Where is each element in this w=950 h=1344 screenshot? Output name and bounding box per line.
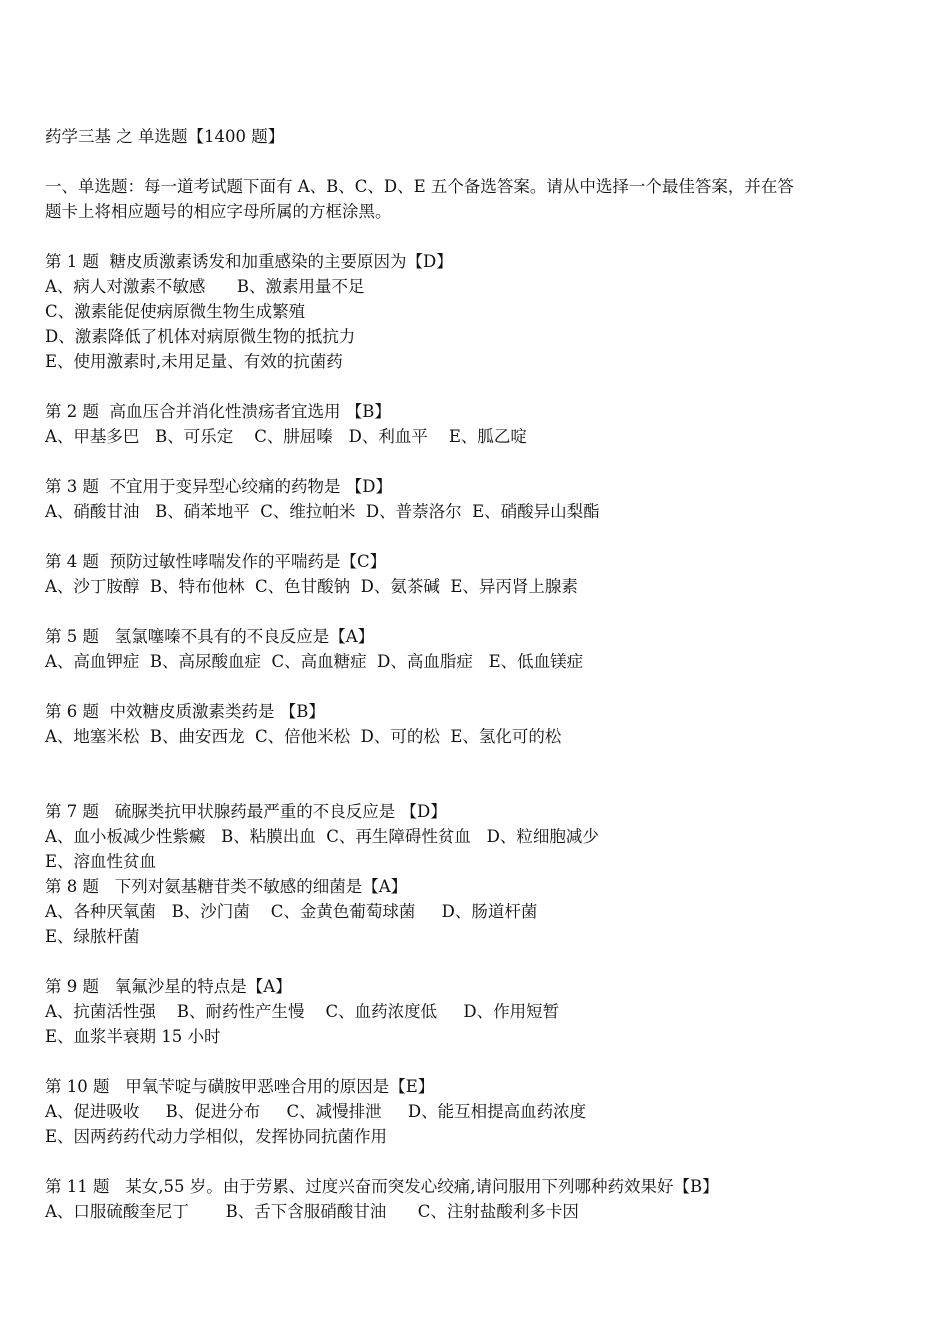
question-block (45, 474, 915, 524)
question-block (45, 799, 915, 874)
question-block (45, 249, 915, 374)
instructions-line-2: 题卡上将相应题号的相应字母所属的方框涂黑。 (45, 202, 392, 221)
question-stem: 第 10 题 甲氧苄啶与磺胺甲恶唑合用的原因是【E】 (45, 1077, 435, 1096)
question-block (45, 699, 915, 749)
question-option: E、血浆半衰期 15 小时 (45, 1027, 221, 1046)
question-option: A、硝酸甘油 B、硝苯地平 C、维拉帕米 D、普萘洛尔 E、硝酸异山梨酯 (45, 502, 600, 521)
question-stem: 第 7 题 硫脲类抗甲状腺药最严重的不良反应是 【D】 (45, 802, 447, 821)
question-option: E、使用激素时,未用足量、有效的抗菌药 (45, 352, 343, 371)
question-stem: 第 2 题 高血压合并消化性溃疡者宜选用 【B】 (45, 402, 391, 421)
question-option: E、因两药药代动力学相似，发挥协同抗菌作用 (45, 1127, 388, 1146)
question-option: A、甲基多巴 B、可乐定 C、肼屈嗪 D、利血平 E、胍乙啶 (45, 427, 527, 446)
question-option: E、绿脓杆菌 (45, 927, 140, 946)
question-stem: 第 6 题 中效糖皮质激素类药是 【B】 (45, 702, 325, 721)
question-block (45, 549, 915, 599)
question-option: A、各种厌氧菌 B、沙门菌 C、金黄色葡萄球菌 D、肠道杆菌 (45, 902, 538, 921)
question-option: A、病人对激素不敏感 B、激素用量不足 (45, 277, 365, 296)
question-option: D、激素降低了机体对病原微生物的抵抗力 (45, 327, 356, 346)
question-option: A、血小板减少性紫癜 B、粘膜出血 C、再生障碍性贫血 D、粒细胞减少 (45, 827, 599, 846)
question-stem: 第 5 题 氢氯噻嗪不具有的不良反应是【A】 (45, 627, 375, 646)
document-body (45, 124, 915, 1224)
question-block (45, 874, 915, 949)
question-option: A、口服硫酸奎尼丁 B、舌下含服硝酸甘油 C、注射盐酸利多卡因 (45, 1202, 579, 1221)
question-stem: 第 4 题 预防过敏性哮喘发作的平喘药是【C】 (45, 552, 387, 571)
question-stem: 第 11 题 某女,55 岁。由于劳累、过度兴奋而突发心绞痛,请问服用下列哪种药效果好【B】 (45, 1177, 719, 1196)
question-block (45, 624, 915, 674)
question-stem: 第 9 题 氧氟沙星的特点是【A】 (45, 977, 292, 996)
question-option: A、抗菌活性强 B、耐药性产生慢 C、血药浓度低 D、作用短暂 (45, 1002, 560, 1021)
question-stem: 第 3 题 不宜用于变异型心绞痛的药物是 【D】 (45, 477, 392, 496)
document-title: 药学三基 之 单选题【1400 题】 (45, 127, 285, 146)
question-stem: 第 1 题 糖皮质激素诱发和加重感染的主要原因为【D】 (45, 252, 453, 271)
instructions-line-1: 一、单选题：每一道考试题下面有 A、B、C、D、E 五个备选答案。请从中选择一个最佳答案，并在答 (45, 177, 794, 196)
question-option: A、地塞米松 B、曲安西龙 C、倍他米松 D、可的松 E、氢化可的松 (45, 727, 562, 746)
question-block (45, 1074, 915, 1149)
question-option: A、促进吸收 B、促进分布 C、减慢排泄 D、能互相提高血药浓度 (45, 1102, 587, 1121)
question-block (45, 1174, 915, 1224)
question-option: A、沙丁胺醇 B、特布他林 C、色甘酸钠 D、氨茶碱 E、异丙肾上腺素 (45, 577, 578, 596)
question-block (45, 399, 915, 449)
question-option: A、高血钾症 B、高尿酸血症 C、高血糖症 D、高血脂症 E、低血镁症 (45, 652, 584, 671)
question-block (45, 974, 915, 1049)
question-option: C、激素能促使病原微生物生成繁殖 (45, 302, 306, 321)
question-stem: 第 8 题 下列对氨基糖苷类不敏感的细菌是【A】 (45, 877, 408, 896)
question-option: E、溶血性贫血 (45, 852, 157, 871)
